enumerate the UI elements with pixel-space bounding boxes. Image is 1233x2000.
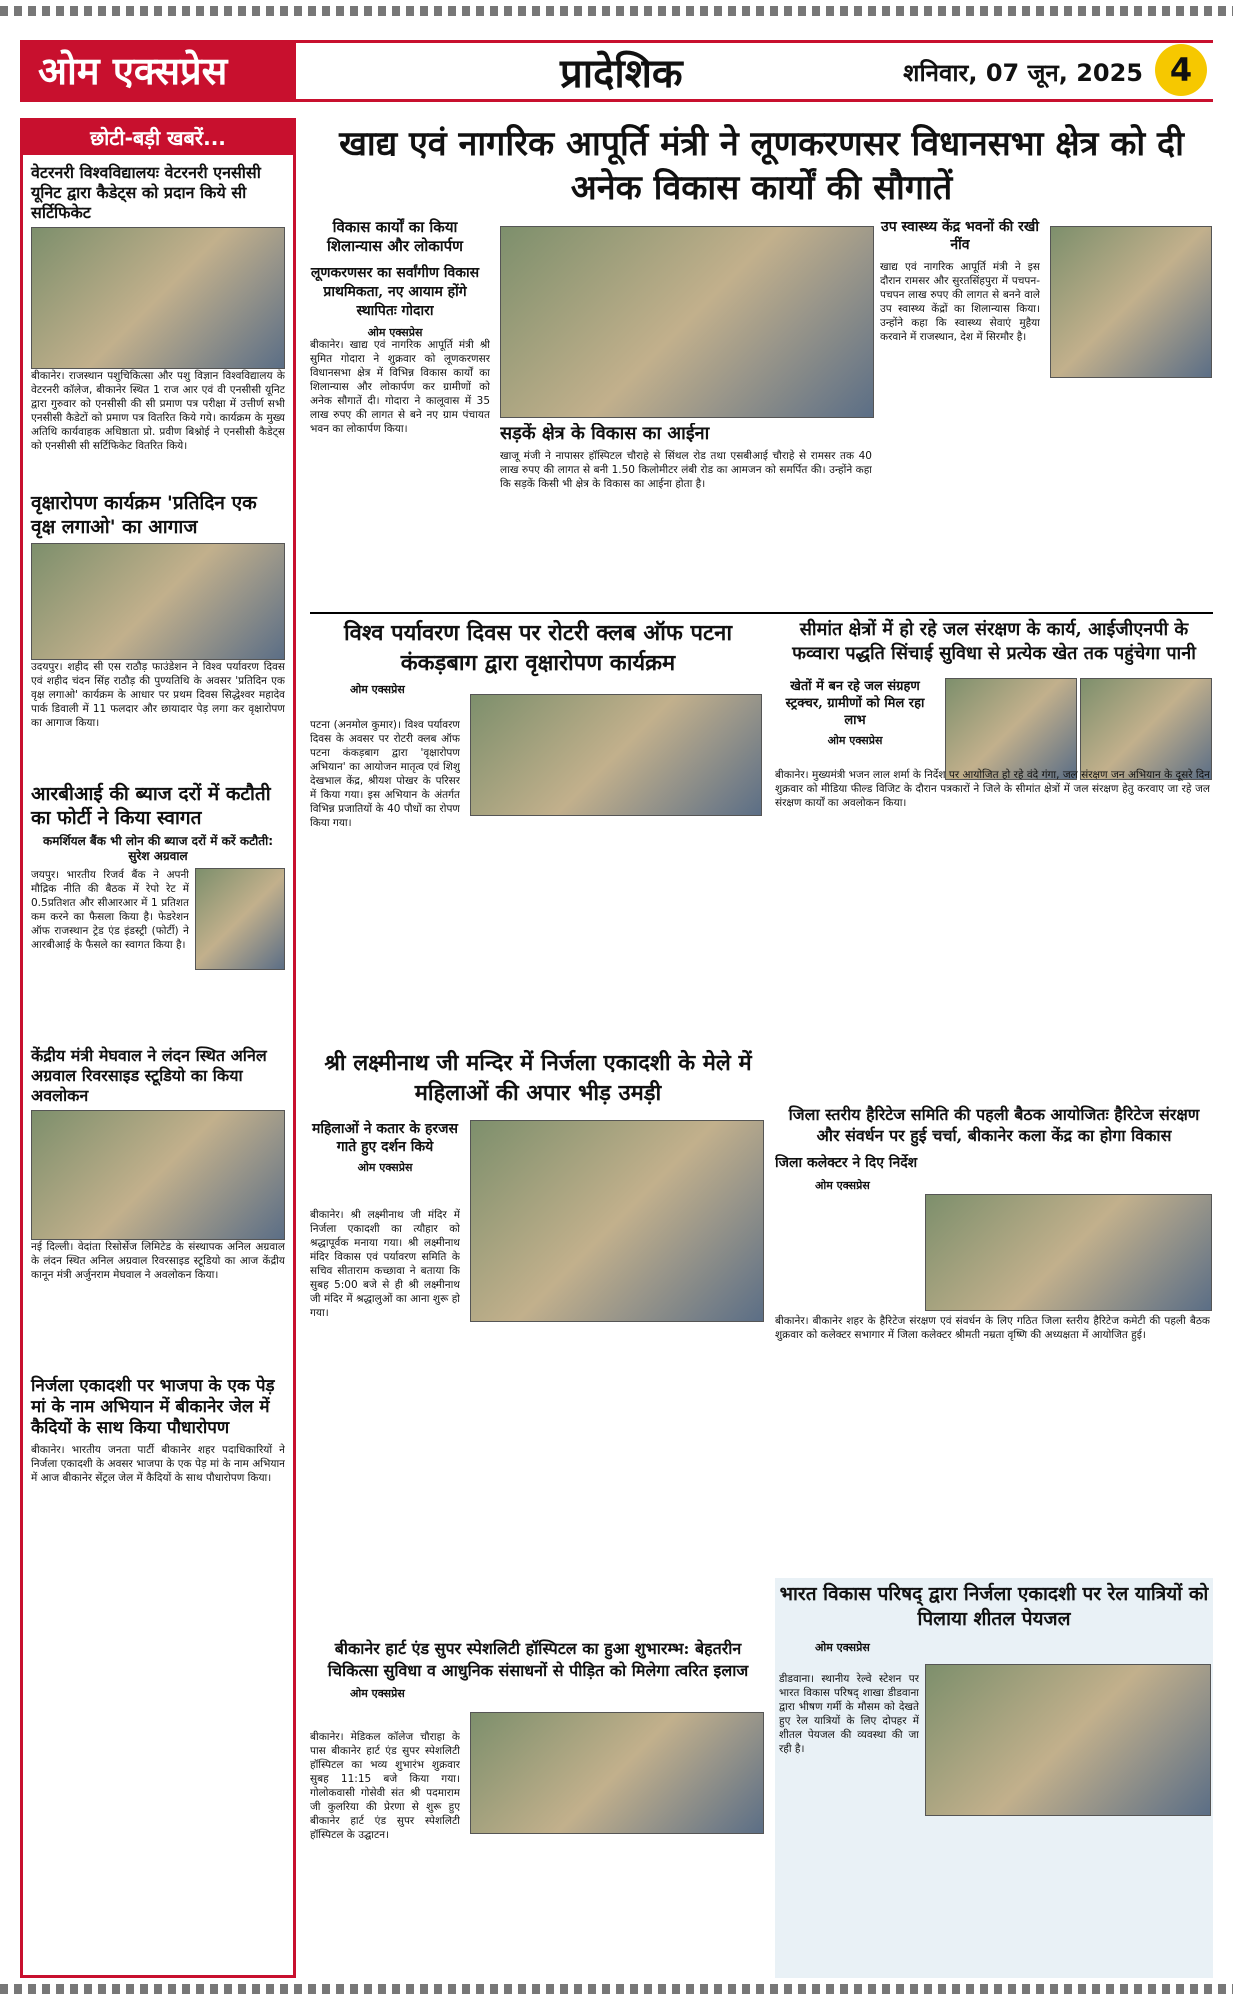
lead-subhead: सड़कें क्षेत्र के विकास का आईना [500,423,710,444]
lead-kicker-block [310,218,480,344]
news-photo [31,1110,285,1240]
byline: ओम एक्सप्रेस [357,1161,413,1174]
heritage-story [775,1104,1213,1574]
lead-body: बीकानेर। खाद्य एवं नागरिक आपूर्ति मंत्री श्री सुमित गोदारा ने शुक्रवार को लूणकरणसर विधानसभा क्षेत्र में विभिन्न विकास कार्यों का शिलान्यास और लोकार्पण कर ग्रामीणों को अनेक सौगातें दी। गोदारा ने कालूवास में 35 लाख रुपए की लागत से बने नए ग्राम पंचायत भवन का लोकार्पण किया। [310,339,490,435]
temple-kicker: महिलाओं ने कतार के हरजस गाते हुए दर्शन किये [312,1121,458,1155]
water-headline: सीमांत क्षेत्रों में हो रहे जल संरक्षण के कार्य, आईजीएनपी के फव्वारा पद्धति सिंचाई सुविधा से प्रत्येक खेत तक पहुंचेगा पानी [792,619,1196,664]
temple-body-col [310,1208,460,1628]
heritage-kicker: जिला कलेक्टर ने दिए निर्देश [775,1155,918,1171]
hospital-body: बीकानेर। मेडिकल कॉलेज चौराहा के पास बीकानेर हार्ट एंड सुपर स्पेशलिटी हॉस्पिटल का भव्य शुभारंभ शुक्रवार सुबह 11:15 बजे किया गया। गोलोकवासी गोसेवी संत श्री पदमाराम जी कुलरिया की प्रेरणा से शुरू हुए बीकानेर हार्ट एंड सुपर स्पेशलिटी हॉस्पिटल के उद्घाटन। [310,1731,460,1841]
byline: ओम एक्सप्रेस [367,326,423,339]
page-number: 4 [1155,44,1207,96]
lead-body: खाजू मंजी ने नापासर हॉस्पिटल चौराहे से सिंथल रोड तथा एसबीआई चौराहे से रामसर तक 40 लाख रुपए की लागत से बनी 1.50 किलोमीटर लंबी रोड का आमजन को समर्पित की। उन्होंने कहा कि सड़कें किसी भी क्षेत्र के विकास का आईना होता है। [500,450,872,490]
registration-strip-bottom [0,1984,1233,1994]
field-photo-2 [1080,678,1212,780]
lead-body: खाद्य एवं नागरिक आपूर्ति मंत्री ने इस दौरान रामसर और सुरतसिंहपुरा में पचपन-पचपन लाख रुपए की लागत से बनने वाले उप स्वास्थ्य केंद्रों का शिलान्यास किया। उन्होंने कहा कि स्वास्थ्य सेवाएं मुहैया करवाने में राजस्थान, देश में सिरमौर है। [880,261,1040,343]
water-body: बीकानेर। मुख्यमंत्री भजन लाल शर्मा के निर्देश पर आयोजित हो रहे वंदे गंगा, जल संरक्षण जन अभियान के दूसरे दिन शुक्रवार को मीडिया फील्ड विजिट के दौरान पत्रकारों ने जिले के सीमांत क्षेत्रों में जल संरक्षण हेतु करवाए जा रहे जल संरक्षण कार्यों का अवलोकन किया। [775,769,1210,809]
divider [310,612,1213,614]
lead-headline: खाद्य एवं नागरिक आपूर्ति मंत्री ने लूणकरणसर विधानसभा क्षेत्र को दी अनेक विकास कार्यों की सौगातें [339,124,1184,208]
hospital-body-col [310,1730,460,1975]
side-subhead: उप स्वास्थ्य केंद्र भवनों की रखी नींव [881,219,1039,253]
temple-kicker-block [310,1120,460,1179]
lead-side [880,218,1040,608]
brief-subheadline: कमर्शियल बैंक भी लोन की ब्याज दरों में करें कटौती: सुरेश अग्रवाल [43,834,273,863]
brief-item [23,483,293,774]
rotary-headline: विश्व पर्यावरण दिवस पर रोटरी क्लब ऑफ पटना कंकड़बाग द्वारा वृक्षारोपण कार्यक्रम [343,620,733,676]
sidebar-briefs [20,118,296,1978]
byline: ओम एक्सप्रेस [815,1179,870,1192]
meeting-photo [925,1194,1212,1311]
byline: ओम एक्सप्रेस [350,1687,405,1700]
brief-body: जयपुर। भारतीय रिजर्व बैंक ने अपनी मौद्रिक नीति की बैठक में रेपो रेट में 0.5प्रतिशत और सीआरआर में 1 प्रतिशत कम करने का फैसला किया है। फेडरेशन ऑफ राजस्थान ट्रेड एंड इंडस्ट्री (फोर्टी) ने आरबीआई के फैसले का स्वागत किया है। [31,869,189,951]
brief-item [23,1368,293,1565]
lead-body-col [310,338,490,608]
brief-headline: वृक्षारोपण कार्यक्रम 'प्रतिदिन एक वृक्ष लगाओ' का आगाज [31,492,257,538]
news-photo [31,227,285,369]
lead-subkicker: लूणकरणसर का सर्वांगीण विकास प्राथमिकता, नए आयाम होंगे स्थापितः गोदारा [310,265,480,319]
rotary-body-col [310,718,460,998]
person-photo [195,868,285,970]
brief-body: बीकानेर। राजस्थान पशुचिकित्सा और पशु विज्ञान विश्वविद्यालय के वेटरनरी कॉलेज, बीकानेर स्थित 1 राज आर एवं वी एनसीसी यूनिट द्वारा गुरुवार को एनसीसी की सी प्रमाण पत्र परीक्षा में उत्तीर्ण सभी एनसीसी कैडेटों को प्रमाण पत्र वितरित किये गये। कार्यक्रम के मुख्य अतिथि कार्यवाहक अधिष्ठाता प्रो. प्रवीण बिश्नोई ने एनसीसी कैडेट्स को एनसीसी सी सर्टिफिकेट वितरित किये। [31,370,285,452]
brief-item [23,155,293,483]
heritage-headline: जिला स्तरीय हैरिटेज समिति की पहली बैठक आयोजितः हैरिटेज संरक्षण और संवर्धन पर हुई चर्चा, बीकानेर कला केंद्र का होगा विकास [788,1105,1200,1145]
temple-body: बीकानेर। श्री लक्ष्मीनाथ जी मंदिर में निर्जला एकादशी का त्यौहार को श्रद्धापूर्वक मनाया गया। श्री लक्ष्मीनाथ मंदिर विकास एवं पर्यावरण समिति के सचिव सीताराम कच्छावा ने बताया कि सुबह 5:00 बजे से ही श्री लक्ष्मीनाथ जी मंदिर में श्रद्धालुओं का आना शुरू हो गया। [310,1209,460,1319]
parishad-body: डीडवाना। स्थानीय रेल्वे स्टेशन पर भारत विकास परिषद् शाखा डीडवाना द्वारा भीषण गर्मी के मौसम को देखते हुए रेल यात्रियों के लिए दोपहर में शीतल पेयजल की व्यवस्था की जा रही है। [779,1673,919,1755]
lead-kicker: विकास कार्यों का किया शिलान्यास और लोकार्पण [326,218,464,255]
water-kicker: खेतों में बन रहे जल संग्रहण स्ट्रक्चर, ग्रामीणों को मिल रहा लाभ [785,679,925,728]
page-header [20,40,1213,102]
brief-headline: केंद्रीय मंत्री मेघवाल ने लंदन स्थित अनिल अग्रवाल रिवरसाइड स्टूडियो का किया अवलोकन [31,1046,267,1105]
hospital-story [310,1638,766,1978]
lead-story [310,118,1213,610]
sidebar-title: छोटी-बड़ी खबरें... [23,121,293,155]
brief-headline: वेटरनरी विश्वविद्यालयः वेटरनरी एनसीसी यूनिट द्वारा कैडेट्स को प्रदान किये सी सर्टिफिकेट [31,163,261,222]
inauguration-photo [470,1712,764,1834]
issue-date: शनिवार, 07 जून, 2025 [903,59,1143,87]
railway-photo [925,1664,1211,1816]
plantation-photo [470,694,762,816]
water-story [775,618,1213,1098]
heritage-body-col [775,1314,1210,1564]
lead-subsection [500,423,872,608]
crowd-photo [470,1120,764,1322]
parishad-body-col [779,1672,919,1972]
parishad-headline: भारत विकास परिषद् द्वारा निर्जला एकादशी पर रेल यात्रियों को पिलाया शीतल पेयजल [779,1583,1209,1630]
hospital-headline: बीकानेर हार्ट एंड सुपर स्पेशलिटी हॉस्पिटल का हुआ शुभारम्भ: बेहतरीन चिकित्सा सुविधा व आधुनिक संसाधनों से पीड़ित को मिलेगा त्वरित इलाज [327,1639,749,1680]
temple-story [310,1048,766,1634]
rotary-body: पटना (अनमोल कुमार)। विश्व पर्यावरण दिवस के अवसर पर रोटरी क्लब ऑफ पटना कंकड़बाग द्वारा 'वृक्षारोपण अभियान' का आयोजन मातृत्व एवं शिशु देखभाल केंद्र, श्रीयश पोखर के परिसर में किया गया। इस अभियान के अंतर्गत विभिन्न प्रजातियों के 40 पौधों का रोपण किया गया। [310,719,460,829]
brief-body: नई दिल्ली। वेदांता रिसोर्सेज लिमिटेड के संस्थापक अनिल अग्रवाल के लंदन स्थित अनिल अग्रवाल रिवरसाइड स्टूडियो का आज केंद्रीय कानून मंत्री अर्जुनराम मेघवाल ने अवलोकन किया। [31,1241,285,1281]
health-centre-photo [1050,226,1212,378]
brief-body: उदयपुर। शहीद सी एस राठौड़ फाउंडेशन ने विश्व पर्यावरण दिवस एवं शहीद चंदन सिंह राठौड़ की पुण्यतिथि के अवसर 'प्रतिदिन एक वृक्ष लगाओ' कार्यक्रम के आधार पर प्रथम दिवस सिद्धेश्वर महादेव पार्क डिवाली में 11 फलदार और छायादार पेड़ लगा कर वृक्षारोपण का आगाज किया। [31,661,285,729]
brief-headline: आरबीआई की ब्याज दरों में कटौती का फोर्टी ने किया स्वागत [31,783,271,829]
field-photo-1 [945,678,1077,780]
brief-headline: निर्जला एकादशी पर भाजपा के एक पेड़ मां के नाम अभियान में बीकानेर जेल में कैदियों के साथ किया पौधारोपण [31,1376,275,1438]
water-body-col [775,768,1210,1058]
parishad-story [775,1578,1213,1978]
rotary-story [310,618,766,1008]
registration-strip-top [0,6,1233,16]
byline: ओम एक्सप्रेस [827,734,883,747]
water-kicker-block [775,678,935,752]
temple-headline: श्री लक्ष्मीनाथ जी मन्दिर में निर्जला एकादशी के मेले में महिलाओं की अपार भीड़ उमड़ी [324,1050,752,1106]
heritage-body: बीकानेर। बीकानेर शहर के हैरिटेज संरक्षण एवं संवर्धन के लिए गठित जिला स्तरीय हैरिटेज कमेटी की पहली बैठक शुक्रवार को कलेक्टर सभागार में जिला कलेक्टर श्रीमती नम्रता वृष्णि की अध्यक्षता में आयोजित हुई। [775,1315,1210,1341]
masthead-logo: ओम एक्सप्रेस [20,40,296,102]
section-title: प्रादेशिक [560,50,683,97]
brief-item [23,774,293,1038]
news-photo [31,543,285,660]
event-photo [500,226,874,418]
byline: ओम एक्सप्रेस [350,683,405,696]
brief-body: बीकानेर। भारतीय जनता पार्टी बीकानेर शहर पदाधिकारियों ने निर्जला एकादशी के अवसर भाजपा के एक पेड़ मां के नाम अभियान में आज बीकानेर सेंट्रल जेल में कैदियों के साथ पौधारोपण किया। [31,1444,285,1484]
brief-item [23,1038,293,1368]
byline: ओम एक्सप्रेस [815,1641,870,1654]
